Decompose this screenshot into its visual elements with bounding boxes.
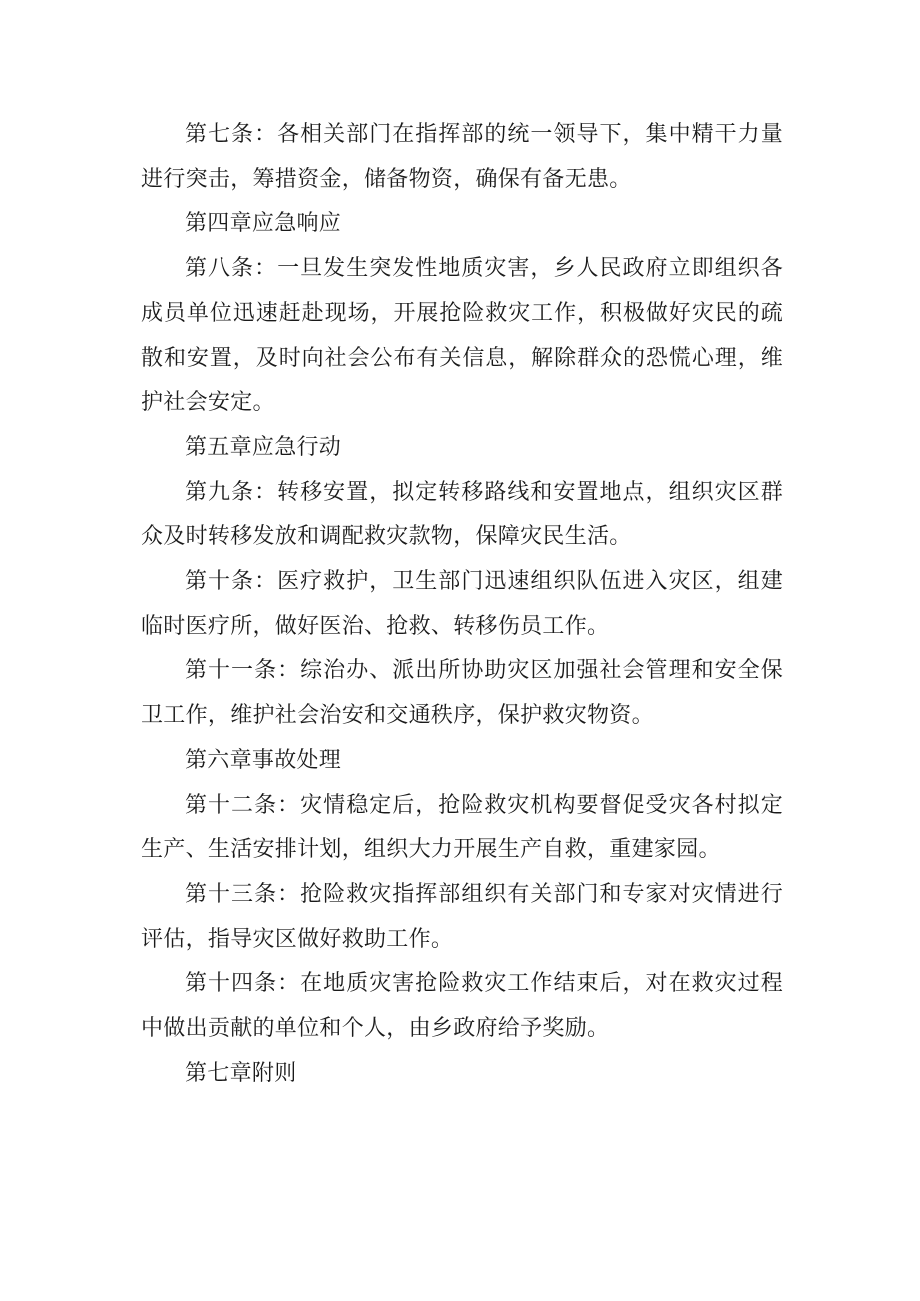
chapter-6-heading: 第六章事故处理 [185, 747, 342, 773]
document-body [141, 113, 783, 1096]
article-12: 第十二条：灾情稳定后，抢险救灾机构要督促受灾各村拟定生产、生活安排计划，组织大力开展生产自救，重建家园。 [141, 792, 783, 863]
article-14: 第十四条：在地质灾害抢险救灾工作结束后，对在救灾过程中做出贡献的单位和个人，由乡政府给予奖励。 [141, 971, 783, 1042]
article-9: 第九条：转移安置，拟定转移路线和安置地点，组织灾区群众及时转移发放和调配救灾款物，保障灾民生活。 [141, 479, 783, 550]
chapter-5-heading: 第五章应急行动 [185, 434, 342, 460]
article-8: 第八条：一旦发生突发性地质灾害，乡人民政府立即组织各成员单位迅速赶赴现场，开展抢险救灾工作，积极做好灾民的疏散和安置，及时向社会公布有关信息，解除群众的恐慌心理，维护社会安定。 [141, 256, 783, 416]
article-10: 第十条：医疗救护，卫生部门迅速组织队伍进入灾区，组建临时医疗所，做好医治、抢救、转移伤员工作。 [141, 569, 783, 639]
article-7: 第七条：各相关部门在指挥部的统一领导下，集中精干力量进行突击，筹措资金，储备物资，确保有备无患。 [141, 122, 783, 192]
chapter-7-heading: 第七章附则 [185, 1060, 297, 1086]
article-13: 第十三条：抢险救灾指挥部组织有关部门和专家对灾情进行评估，指导灾区做好救助工作。 [141, 881, 783, 952]
chapter-4-heading: 第四章应急响应 [185, 211, 342, 237]
article-11: 第十一条：综治办、派出所协助灾区加强社会管理和安全保卫工作，维护社会治安和交通秩序，保护救灾物资。 [141, 658, 783, 729]
